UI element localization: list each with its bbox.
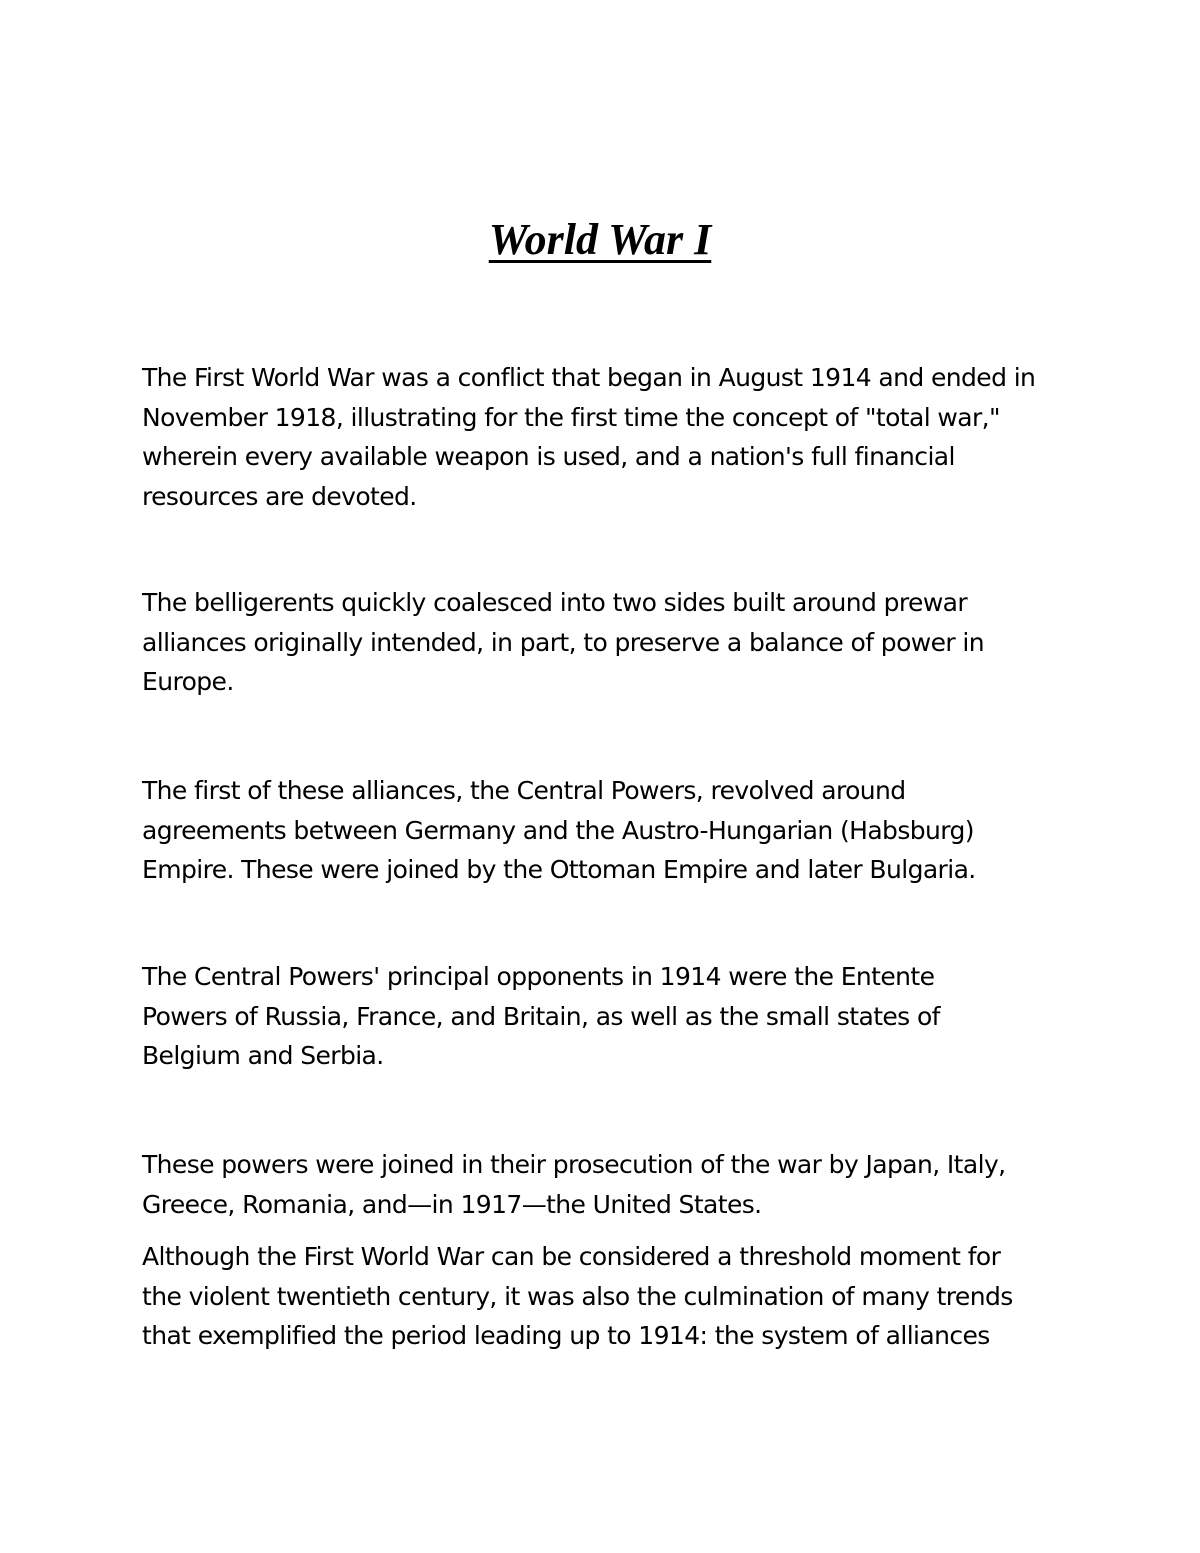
document-title-text: World War I: [488, 215, 712, 264]
paragraph-5: These powers were joined in their prosecution of the war by Japan, Italy, Greece, Romania, and—in 1917—the United States.: [142, 1150, 1006, 1219]
paragraph-4: The Central Powers' principal opponents in 1914 were the Entente Powers of Russia, France, and Britain, as well as the small states of Belgium and Serbia.: [142, 962, 940, 1071]
paragraph-1: The First World War was a conflict that began in August 1914 and ended in November 1918, illustrating for the first time the concept of "total war," wherein every available weapon is used, and a nation's full financial resources are devoted.: [142, 363, 1036, 511]
paragraph-2: The belligerents quickly coalesced into two sides built around prewar alliances originally intended, in part, to preserve a balance of power in Europe.: [142, 588, 985, 697]
paragraph-3: The first of these alliances, the Central Powers, revolved around agreements between Germany and the Austro-Hungarian (Habsburg) Empire. These were joined by the Ottoman Empire and later Bulgaria.: [142, 776, 976, 885]
document-title: [0, 212, 1200, 268]
paragraph-6: Although the First World War can be considered a threshold moment for the violent twentieth century, it was also the culmination of many trends that exemplified the period leading up to 1914: the system of alliances: [142, 1242, 1013, 1351]
